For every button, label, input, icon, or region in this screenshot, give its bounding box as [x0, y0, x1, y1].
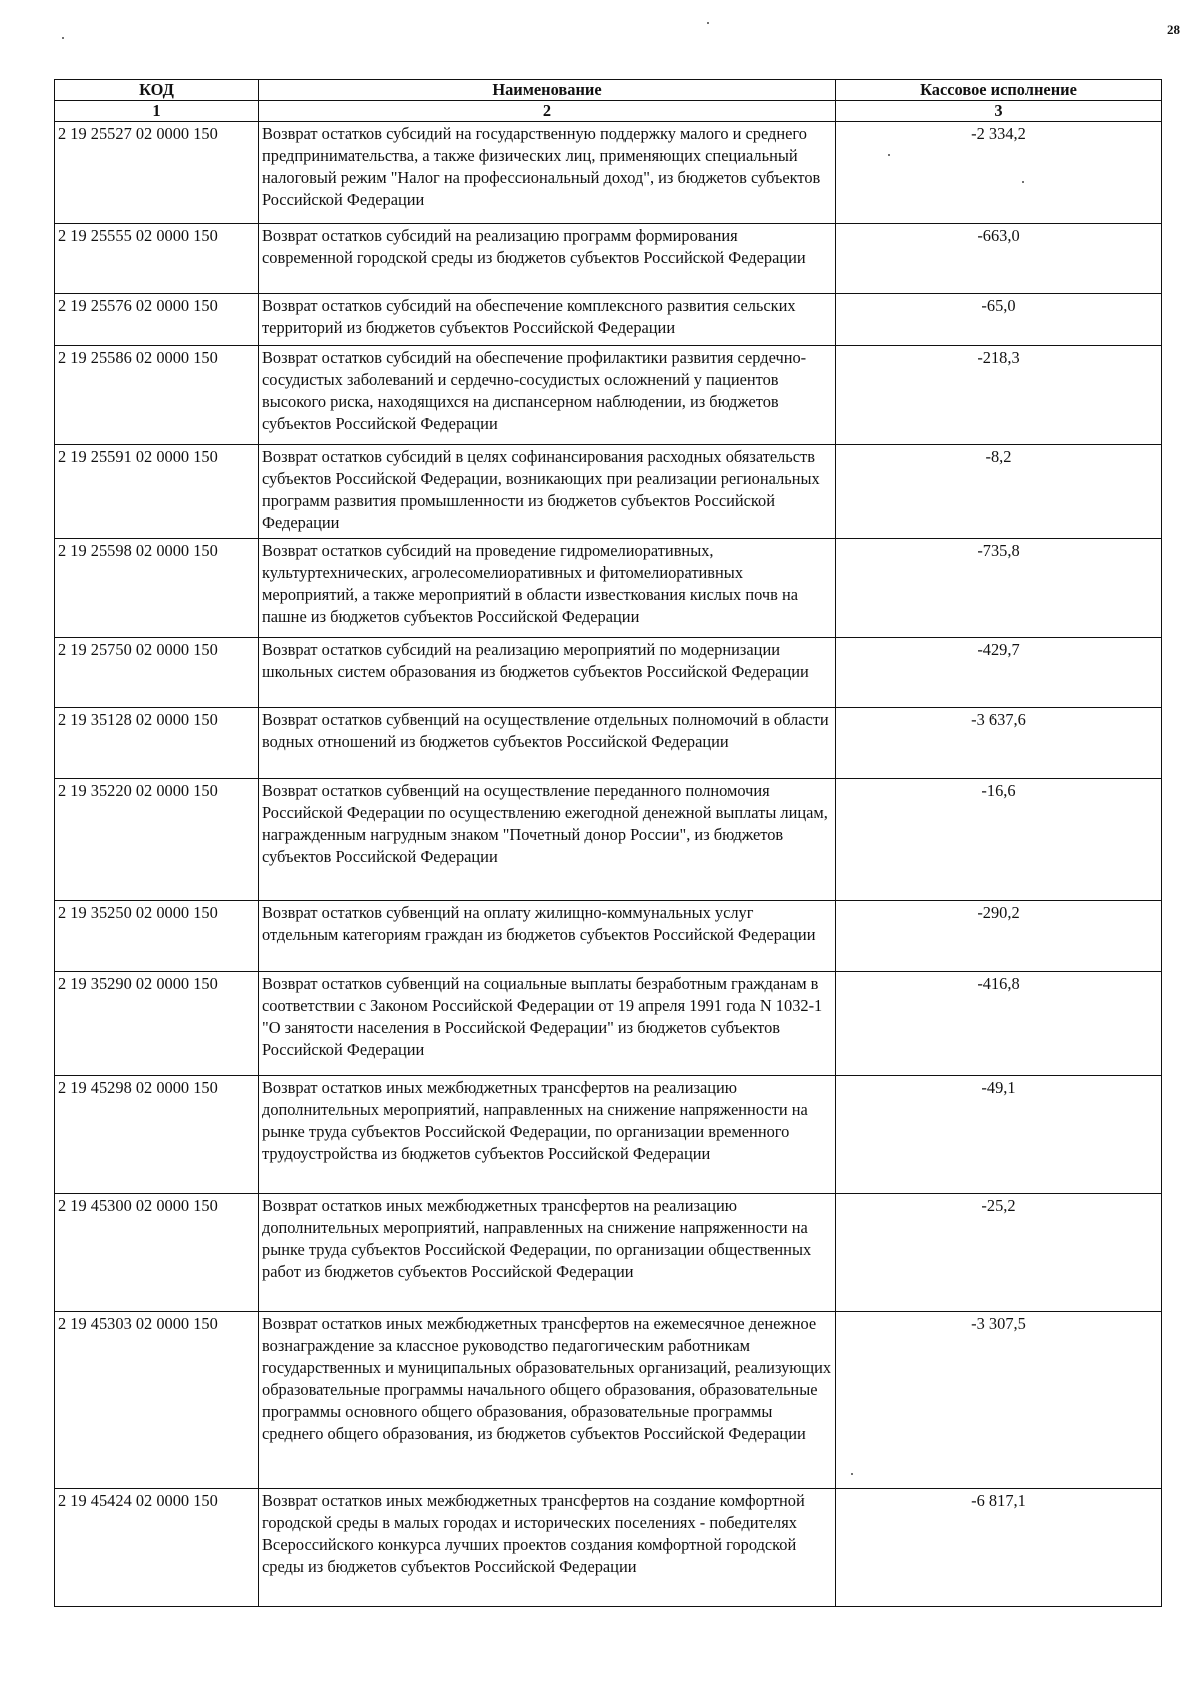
table-row [55, 1489, 1162, 1607]
row-code: 2 19 45298 02 0000 150 [55, 1076, 259, 1194]
table-row [55, 1312, 1162, 1489]
row-code: 2 19 35250 02 0000 150 [55, 901, 259, 972]
table-row [55, 1076, 1162, 1194]
row-code: 2 19 25591 02 0000 150 [55, 445, 259, 539]
row-value: -3 307,5 [836, 1312, 1162, 1489]
column-index-code: 1 [55, 101, 259, 122]
row-name: Возврат остатков субвенций на социальные выплаты безработным гражданам в соответствии с Законом Российской Федерации от 19 апреля 1991 года N 1032-1 "О занятости населения в Российской Федерации" из бюджетов субъектов Российской Федерации [259, 972, 836, 1076]
row-name: Возврат остатков субсидий на обеспечение профилактики развития сердечно-сосудистых заболеваний и сердечно-сосудистых осложнений у пациентов высокого риска, находящихся на диспансерном наблюдении, из бюджетов субъектов Российской Федерации [259, 346, 836, 445]
row-code: 2 19 35220 02 0000 150 [55, 779, 259, 901]
row-name: Возврат остатков субвенций на оплату жилищно-коммунальных услуг отдельным категориям граждан из бюджетов субъектов Российской Федерации [259, 901, 836, 972]
row-value: -663,0 [836, 224, 1162, 294]
table-row [55, 224, 1162, 294]
row-name: Возврат остатков субвенций на осуществление переданного полномочия Российской Федерации по осуществлению ежегодной денежной выплаты лицам, награжденным нагрудным знаком "Почетный донор России", из бюджетов субъектов Российской Федерации [259, 779, 836, 901]
row-name: Возврат остатков иных межбюджетных трансфертов на ежемесячное денежное вознаграждение за классное руководство педагогическим работникам государственных и муниципальных образовательных организаций, реализующих образовательные программы начального общего образования, образовательные программы основного общего образования, образовательные программы среднего общего образования, из бюджетов субъектов Российской Федерации [259, 1312, 836, 1489]
column-index-row [55, 101, 1162, 122]
row-name: Возврат остатков субсидий на реализацию мероприятий по модернизации школьных систем образования из бюджетов субъектов Российской Федерации [259, 638, 836, 708]
table-row [55, 122, 1162, 224]
table-row [55, 445, 1162, 539]
table-row [55, 708, 1162, 779]
row-value: -49,1 [836, 1076, 1162, 1194]
row-code: 2 19 35128 02 0000 150 [55, 708, 259, 779]
table-row [55, 1194, 1162, 1312]
table-row [55, 972, 1162, 1076]
row-code: 2 19 25598 02 0000 150 [55, 539, 259, 638]
row-code: 2 19 25527 02 0000 150 [55, 122, 259, 224]
table-row [55, 901, 1162, 972]
row-code: 2 19 25576 02 0000 150 [55, 294, 259, 346]
row-value: -218,3 [836, 346, 1162, 445]
row-code: 2 19 45300 02 0000 150 [55, 1194, 259, 1312]
row-value: -3 637,6 [836, 708, 1162, 779]
row-value: -65,0 [836, 294, 1162, 346]
row-value: -2 334,2 [836, 122, 1162, 224]
table-row [55, 539, 1162, 638]
table-row [55, 779, 1162, 901]
row-code: 2 19 25750 02 0000 150 [55, 638, 259, 708]
table-row [55, 294, 1162, 346]
page-number: 28 [1167, 22, 1180, 37]
table-row [55, 638, 1162, 708]
row-value: -8,2 [836, 445, 1162, 539]
table-row [55, 346, 1162, 445]
row-name: Возврат остатков субсидий на реализацию программ формирования современной городской среды из бюджетов субъектов Российской Федерации [259, 224, 836, 294]
row-value: -416,8 [836, 972, 1162, 1076]
scan-speck [62, 37, 64, 39]
row-code: 2 19 45303 02 0000 150 [55, 1312, 259, 1489]
row-code: 2 19 45424 02 0000 150 [55, 1489, 259, 1607]
row-value: -25,2 [836, 1194, 1162, 1312]
column-index-value: 3 [836, 101, 1162, 122]
row-code: 2 19 25586 02 0000 150 [55, 346, 259, 445]
row-value: -16,6 [836, 779, 1162, 901]
row-value: -290,2 [836, 901, 1162, 972]
header-name: Наименование [259, 80, 836, 101]
scan-speck [707, 22, 709, 24]
header-row [55, 80, 1162, 101]
row-name: Возврат остатков иных межбюджетных трансфертов на реализацию дополнительных мероприятий, направленных на снижение напряженности на рынке труда субъектов Российской Федерации, по организации общественных работ из бюджетов субъектов Российской Федерации [259, 1194, 836, 1312]
row-value: -6 817,1 [836, 1489, 1162, 1607]
row-name: Возврат остатков субсидий в целях софинансирования расходных обязательств субъектов Российской Федерации, возникающих при реализации региональных программ развития промышленности из бюджетов субъектов Российской Федерации [259, 445, 836, 539]
header-value: Кассовое исполнение [836, 80, 1162, 101]
budget-table [54, 79, 1162, 1607]
row-name: Возврат остатков субсидий на проведение гидромелиоративных, культуртехнических, агролесомелиоративных и фитомелиоративных мероприятий, а также мероприятий в области известкования кислых почв на пашне из бюджетов субъектов Российской Федерации [259, 539, 836, 638]
column-index-name: 2 [259, 101, 836, 122]
row-value: -429,7 [836, 638, 1162, 708]
row-code: 2 19 25555 02 0000 150 [55, 224, 259, 294]
row-name: Возврат остатков иных межбюджетных трансфертов на создание комфортной городской среды в малых городах и исторических поселениях - победителях Всероссийского конкурса лучших проектов создания комфортной городской среды из бюджетов субъектов Российской Федерации [259, 1489, 836, 1607]
row-code: 2 19 35290 02 0000 150 [55, 972, 259, 1076]
row-value: -735,8 [836, 539, 1162, 638]
row-name: Возврат остатков субсидий на обеспечение комплексного развития сельских территорий из бюджетов субъектов Российской Федерации [259, 294, 836, 346]
row-name: Возврат остатков иных межбюджетных трансфертов на реализацию дополнительных мероприятий, направленных на снижение напряженности на рынке труда субъектов Российской Федерации, по организации временного трудоустройства из бюджетов субъектов Российской Федерации [259, 1076, 836, 1194]
row-name: Возврат остатков субвенций на осуществление отдельных полномочий в области водных отношений из бюджетов субъектов Российской Федерации [259, 708, 836, 779]
header-code: КОД [55, 80, 259, 101]
row-name: Возврат остатков субсидий на государственную поддержку малого и среднего предпринимательства, а также физических лиц, применяющих специальный налоговый режим "Налог на профессиональный доход", из бюджетов субъектов Российской Федерации [259, 122, 836, 224]
